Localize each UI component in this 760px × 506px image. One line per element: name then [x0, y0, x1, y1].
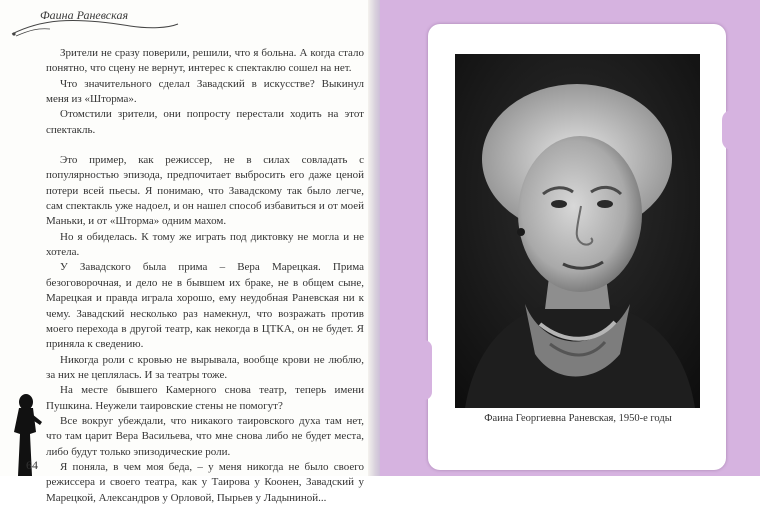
paragraph: Это пример, как режиссер, не в силах совладать с популярностью эпизода, предпочитает выбросить его даже ценой потери всей пьесы. Я понимаю, что Завадскому так было легче, сам спектакль уже надоел, и он нашел способ избавиться и от моей Маньки, и от «Шторма» одним махом. [46, 154, 364, 228]
photo-caption: Фаина Георгиевна Раневская, 1950-е годы [484, 413, 672, 424]
portrait-photo [455, 54, 700, 408]
page-number: 64 [26, 458, 38, 472]
paragraph: Что значительного сделал Завадский в искусстве? Выкинул меня из «Шторма». [46, 77, 364, 106]
paragraph: Я поняла, в чем моя беда, – у меня никогда не было своего режиссера и своего театра, как у Таирова у Коонен, Завадский у Марецкой, Александров у Орловой, Пырьев у Ладыниной... [46, 460, 364, 504]
paragraph: На месте бывшего Камерного снова театр, теперь имени Пушкина. Неужели таировские стены не помогут? [46, 384, 364, 412]
card-notch [424, 340, 432, 400]
paragraph: Отомстили зрители, они попросту перестали ходить на этот спектакль. [46, 108, 364, 136]
paragraph: У Завадского была прима – Вера Марецкая. Прима безоговорочная, и дело не в бывшем их браке, не в общем сыне, Марецкая и правда играла хорошо, ему неудобная Раневская ни к чему. Завадский несколько раз намекнул, что возражать против моего перехода в другой театр, как некогда в ЦТКА, он не будет. Я приняла к сведению. [46, 261, 364, 351]
paragraph: Никогда роли с кровью не вырывала, вообще крови не люблю, за них не цеплялась. И за театры тоже. [46, 353, 364, 381]
running-head: Фаина Раневская [40, 8, 129, 22]
section-break [46, 138, 364, 153]
left-page [0, 0, 372, 504]
card-notch [722, 110, 732, 150]
paragraph: Но я обиделась. К тому же играть под диктовку не могла и не хотела. [46, 230, 364, 259]
paragraph: Зрители не сразу поверили, решили, что я больна. А когда стало понятно, что сцену не вернут, интерес к спектаклю сошел на нет. [46, 47, 364, 75]
paragraph: Все вокруг убеждали, что никакого таировского духа там нет, что там царит Вера Васильева, что мне снова либо не будет места, либо будут только эпизодические роли. [46, 414, 364, 458]
body-text [46, 46, 364, 506]
